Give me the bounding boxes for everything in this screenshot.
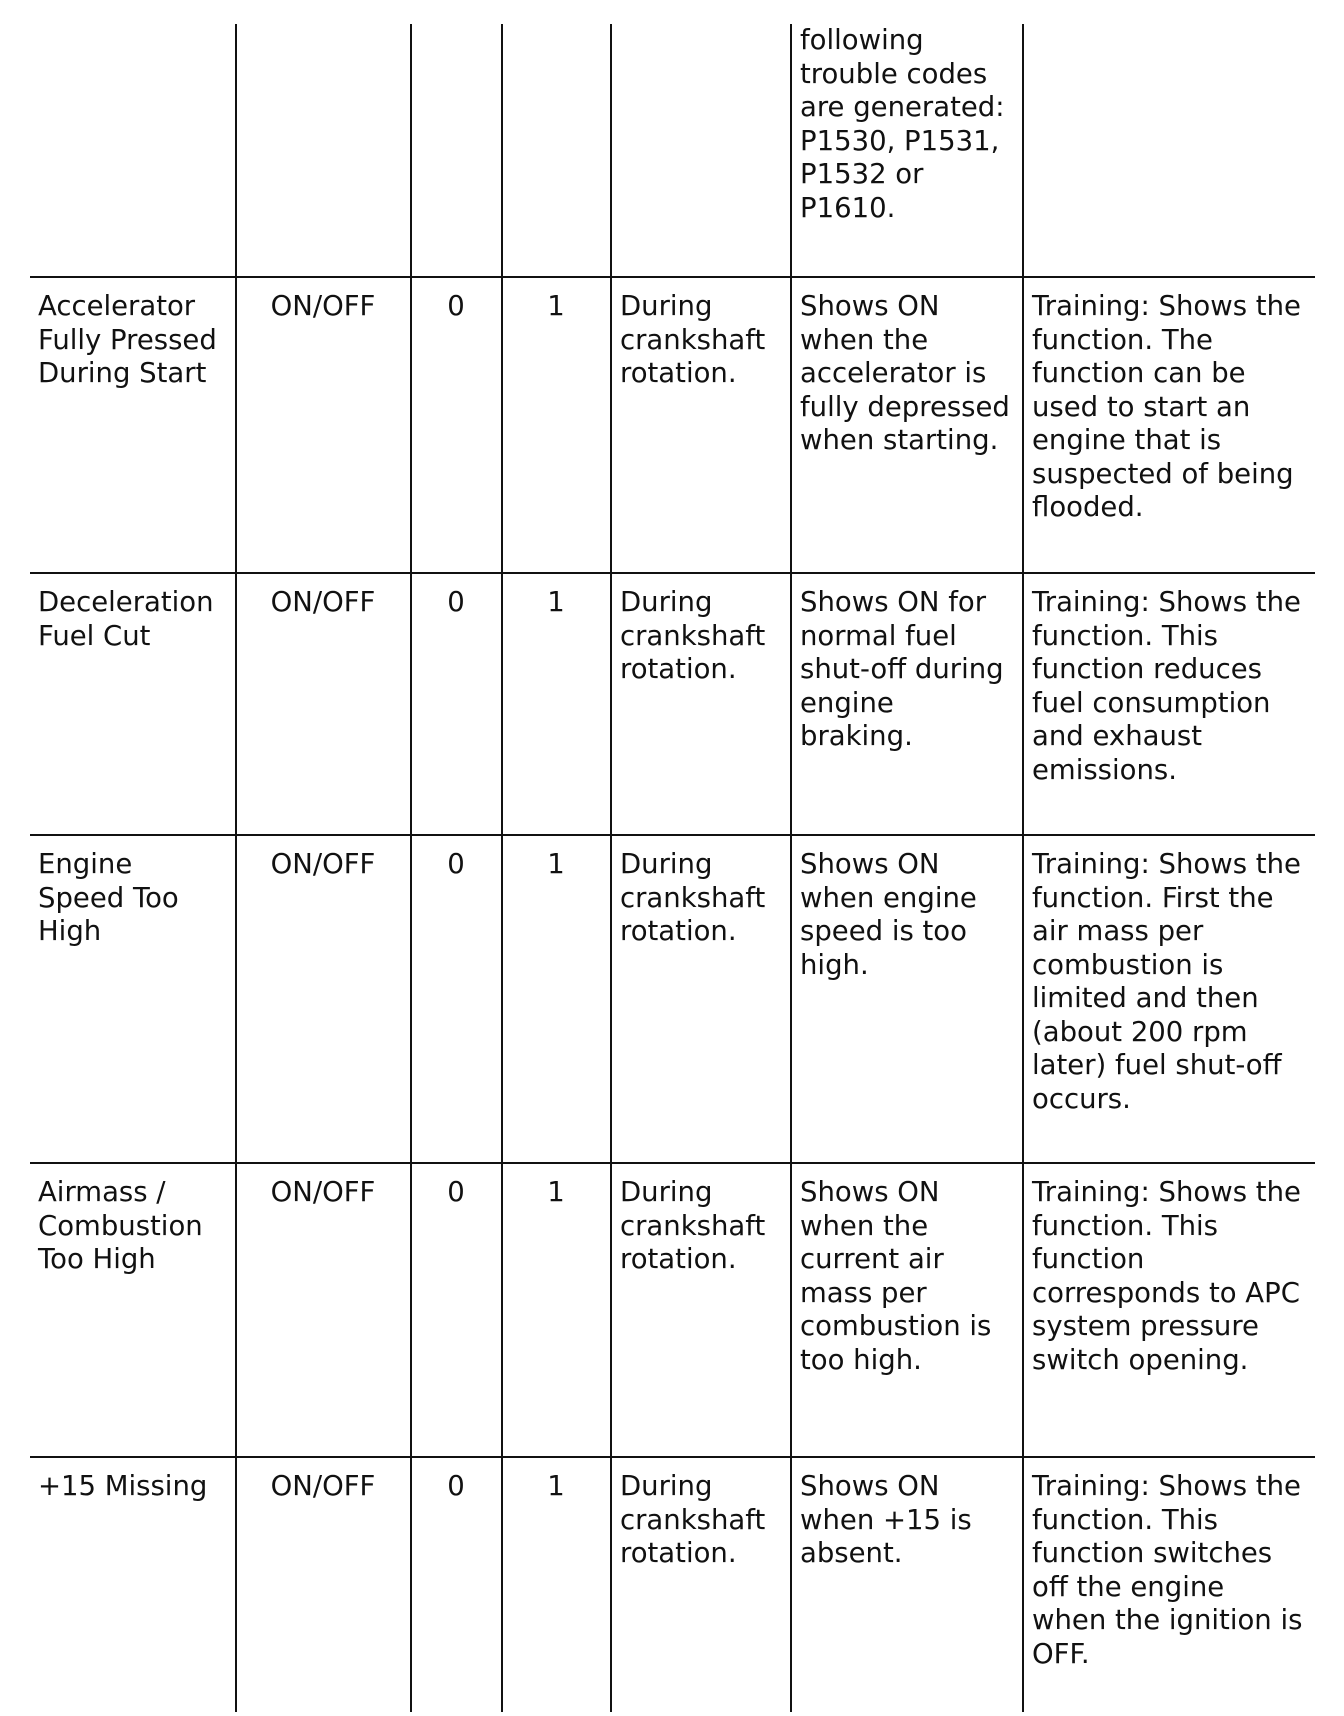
- cell-comment: Training: Shows the function. This function reduces fuel consumption and exhaust emissions.: [1023, 573, 1315, 835]
- cell-min: 0: [411, 277, 502, 573]
- cell-comment: Training: Shows the function. This function corresponds to APC system pressure switch opening.: [1023, 1163, 1315, 1457]
- cell-max: 1: [502, 835, 611, 1163]
- cell-condition: During crankshaft rotation.: [611, 1163, 791, 1457]
- cell-name: Deceleration Fuel Cut: [30, 573, 236, 835]
- table-row: [30, 277, 1315, 573]
- table-row: [30, 1457, 1315, 1712]
- cell-min: 0: [411, 1457, 502, 1712]
- cell-max: 1: [502, 573, 611, 835]
- table-row: [30, 573, 1315, 835]
- cell-min: [411, 24, 502, 277]
- cell-unit: ON/OFF: [236, 277, 411, 573]
- cell-name: Engine Speed Too High: [30, 835, 236, 1163]
- table-row-continued: [30, 24, 1315, 277]
- cell-max: [502, 24, 611, 277]
- cell-min: 0: [411, 835, 502, 1163]
- cell-description: Shows ON when engine speed is too high.: [791, 835, 1023, 1163]
- cell-unit: [236, 24, 411, 277]
- cell-unit: ON/OFF: [236, 1163, 411, 1457]
- cell-name: +15 Missing: [30, 1457, 236, 1712]
- cell-max: 1: [502, 1163, 611, 1457]
- cell-comment: [1023, 24, 1315, 277]
- cell-condition: [611, 24, 791, 277]
- cell-name: Accelerator Fully Pressed During Start: [30, 277, 236, 573]
- cell-name: [30, 24, 236, 277]
- cell-condition: During crankshaft rotation.: [611, 277, 791, 573]
- cell-description: following trouble codes are generated: P1530, P1531, P1532 or P1610.: [791, 24, 1023, 277]
- cell-description: Shows ON when +15 is absent.: [791, 1457, 1023, 1712]
- cell-condition: During crankshaft rotation.: [611, 573, 791, 835]
- cell-condition: During crankshaft rotation.: [611, 1457, 791, 1712]
- cell-max: 1: [502, 1457, 611, 1712]
- cell-unit: ON/OFF: [236, 573, 411, 835]
- cell-comment: Training: Shows the function. This function switches off the engine when the ignition is OFF.: [1023, 1457, 1315, 1712]
- cell-description: Shows ON when the current air mass per combustion is too high.: [791, 1163, 1023, 1457]
- cell-comment: Training: Shows the function. The function can be used to start an engine that is suspected of being flooded.: [1023, 277, 1315, 573]
- cell-unit: ON/OFF: [236, 835, 411, 1163]
- cell-condition: During crankshaft rotation.: [611, 835, 791, 1163]
- cell-unit: ON/OFF: [236, 1457, 411, 1712]
- cell-comment: Training: Shows the function. First the air mass per combustion is limited and then (about 200 rpm later) fuel shut-off occurs.: [1023, 835, 1315, 1163]
- cell-description: Shows ON when the accelerator is fully depressed when starting.: [791, 277, 1023, 573]
- cell-max: 1: [502, 277, 611, 573]
- cell-min: 0: [411, 1163, 502, 1457]
- cell-min: 0: [411, 573, 502, 835]
- cell-name: Airmass / Combustion Too High: [30, 1163, 236, 1457]
- table-row: [30, 1163, 1315, 1457]
- table-row: [30, 835, 1315, 1163]
- parameter-table: [30, 24, 1315, 1712]
- cell-description: Shows ON for normal fuel shut-off during engine braking.: [791, 573, 1023, 835]
